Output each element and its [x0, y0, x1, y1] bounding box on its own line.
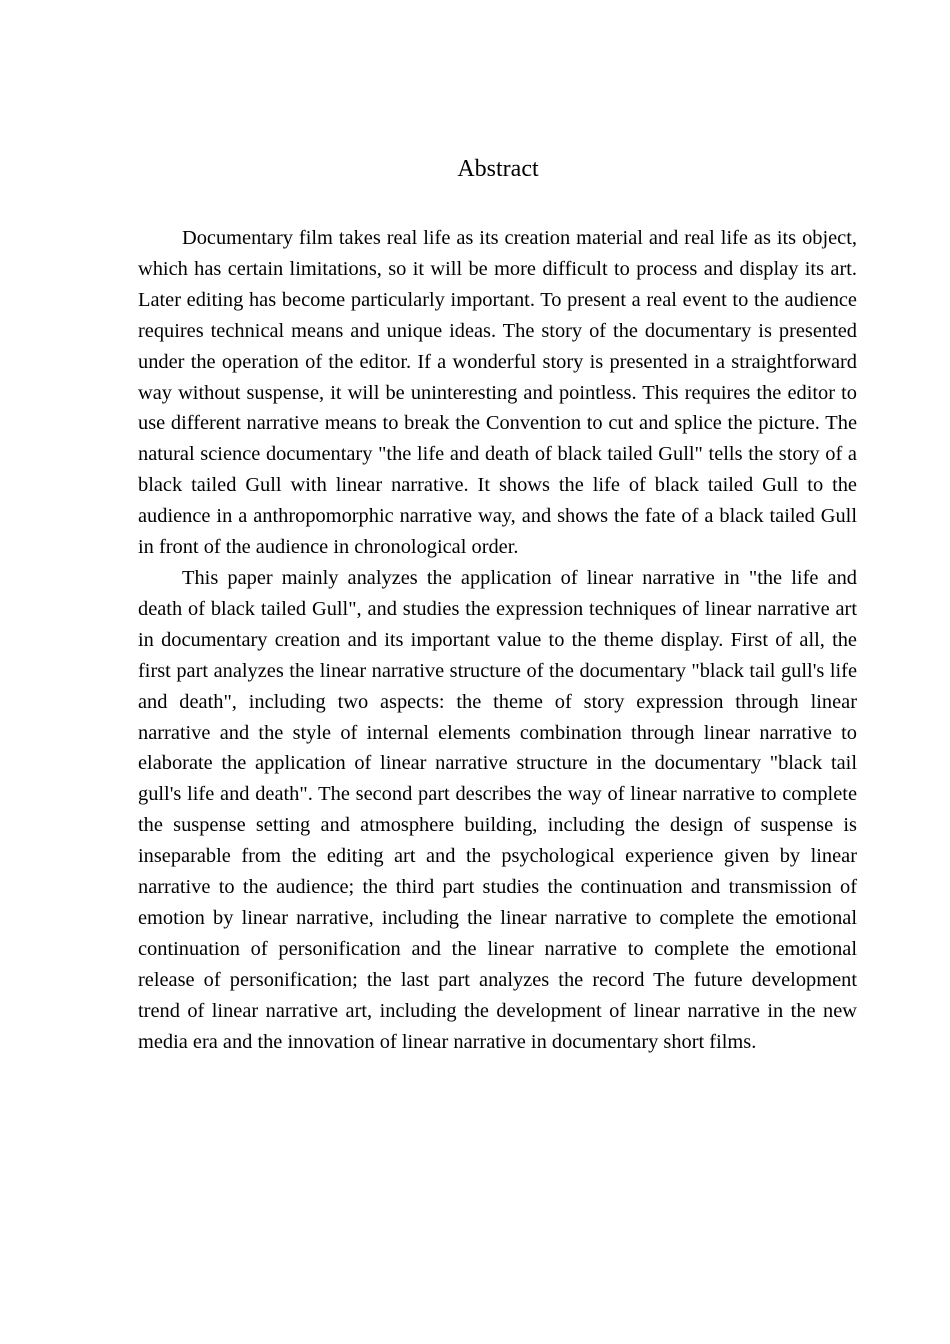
page-title: Abstract	[457, 156, 539, 182]
abstract-paragraph-2: This paper mainly analyzes the application of linear narrative in "the life and death of black tailed Gull", and studies the expression techniques of linear narrative art in documentary creation and its important value to the theme display. First of all, the first part analyzes the linear narrative structure of the documentary "black tail gull's life and death", including two aspects: the theme of story expression through linear narrative and the style of internal elements combination through linear narrative to elaborate the application of linear narrative structure in the documentary "black tail gull's life and death". The second part describes the way of linear narrative to complete the suspense setting and atmosphere building, including the design of suspense is inseparable from the editing art and the psychological experience given by linear narrative to the audience; the third part studies the continuation and transmission of emotion by linear narrative, including the linear narrative to complete the emotional continuation of personification and the linear narrative to complete the emotional release of personification; the last part analyzes the record The future development trend of linear narrative art, including the development of linear narrative in the new media era and the innovation of linear narrative in documentary short films.	[138, 566, 857, 1053]
abstract-body	[138, 223, 857, 1057]
abstract-paragraph-1: Documentary film takes real life as its creation material and real life as its object, which has certain limitations, so it will be more difficult to process and display its art. Later editing has become particularly important. To present a real event to the audience requires technical means and unique ideas. The story of the documentary is presented under the operation of the editor. If a wonderful story is presented in a straightforward way without suspense, it will be uninteresting and pointless. This requires the editor to use different narrative means to break the Convention to cut and splice the picture. The natural science documentary "the life and death of black tailed Gull" tells the story of a black tailed Gull with linear narrative. It shows the life of black tailed Gull to the audience in a anthropomorphic narrative way, and shows the fate of a black tailed Gull in front of the audience in chronological order.	[138, 227, 857, 559]
